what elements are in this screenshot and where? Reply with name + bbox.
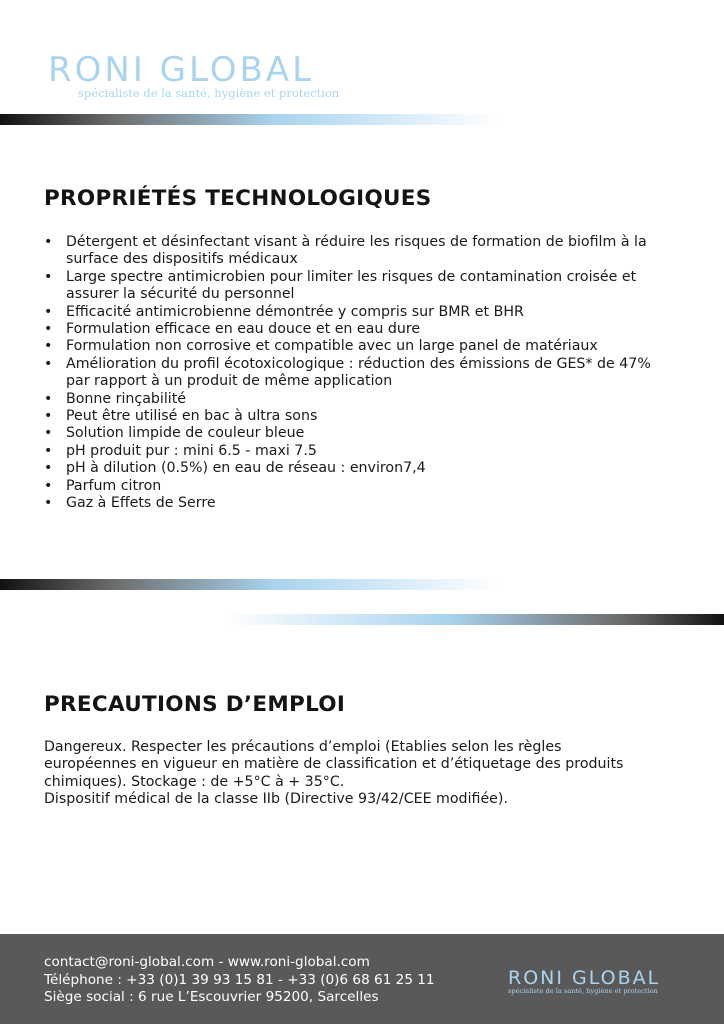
list-item-text: Solution limpide de couleur bleue	[66, 425, 305, 442]
footer-logo-tagline: spécialiste de la santé, hygiène et protection	[508, 987, 658, 995]
bullet: •	[44, 460, 53, 477]
bullet: •	[44, 408, 53, 425]
list-item-text: Bonne rinçabilité	[66, 390, 187, 407]
list-item-text: assurer la sécurité du personnel	[66, 286, 295, 303]
precautions-line: Dangereux. Respecter les précautions d’emploi (Etablies selon les règles	[44, 739, 562, 755]
properties-list	[44, 234, 684, 513]
list-item	[44, 321, 684, 338]
list-item	[44, 234, 684, 269]
bullet: •	[44, 425, 53, 442]
list-item-text: Formulation non corrosive et compatible avec un large panel de matériaux	[66, 338, 598, 355]
list-item-text: Gaz à Effets de Serre	[66, 495, 216, 512]
precautions-line: européennes en vigueur en matière de classification et d’étiquetage des produits	[44, 756, 624, 773]
list-item-text: pH produit pur : mini 6.5 - maxi 7.5	[66, 442, 317, 459]
list-item-text: surface des dispositifs médicaux	[66, 251, 298, 268]
bullet: •	[44, 477, 53, 494]
list-item	[44, 495, 684, 512]
footer-logo-name: RONI GLOBAL	[508, 967, 661, 989]
bullet: •	[44, 268, 53, 285]
logo-name: RONI GLOBAL	[48, 50, 315, 90]
precautions-text	[44, 739, 684, 809]
bullet: •	[44, 390, 53, 407]
list-item-text: Formulation efficace en eau douce et en eau dure	[66, 321, 421, 338]
precautions-line: Dispositif médical de la classe IIb (Directive 93/42/CEE modifiée).	[44, 791, 508, 808]
footer-contact: contact@roni-global.com - www.roni-global.com	[44, 954, 370, 970]
section-title-properties: PROPRIÉTÉS TECHNOLOGIQUES	[44, 186, 432, 211]
divider-bar-middle-left	[0, 579, 500, 590]
list-item	[44, 408, 684, 425]
list-item-text: pH à dilution (0.5%) en eau de réseau : environ7,4	[66, 460, 426, 477]
list-item-text: Peut être utilisé en bac à ultra sons	[66, 408, 318, 425]
bullet: •	[44, 442, 53, 459]
footer-contact-block	[44, 954, 435, 1007]
list-item	[44, 269, 684, 304]
list-item-text: Détergent et désinfectant visant à réduire les risques de formation de biofilm à la	[66, 234, 647, 250]
list-item-text: Efficacité antimicrobienne démontrée y compris sur BMR et BHR	[66, 303, 524, 320]
bullet: •	[44, 321, 53, 338]
bullet: •	[44, 355, 53, 372]
list-item-text: Parfum citron	[66, 477, 162, 494]
footer	[0, 934, 724, 1024]
list-item	[44, 356, 684, 391]
list-item	[44, 425, 684, 442]
list-item-text: Amélioration du profil écotoxicologique : réduction des émissions de GES* de 47%	[66, 355, 651, 372]
list-item	[44, 460, 684, 477]
bullet: •	[44, 495, 53, 512]
bullet: •	[44, 338, 53, 355]
list-item-text: par rapport à un produit de même application	[66, 373, 393, 390]
bullet: •	[44, 234, 53, 250]
bullet: •	[44, 303, 53, 320]
precautions-line: chimiques). Stockage : de +5°C à + 35°C.	[44, 773, 345, 790]
list-item	[44, 478, 684, 495]
header-logo	[48, 50, 340, 100]
divider-bar-top	[0, 114, 500, 125]
list-item	[44, 391, 684, 408]
section-title-precautions: PRECAUTIONS D’EMPLOI	[44, 692, 346, 717]
list-item	[44, 338, 684, 355]
footer-phone: Téléphone : +33 (0)1 39 93 15 81 - +33 (0)6 68 61 25 11	[44, 971, 435, 988]
list-item	[44, 304, 684, 321]
footer-address: Siège social : 6 rue L’Escouvrier 95200, Sarcelles	[44, 989, 379, 1005]
list-item-text: Large spectre antimicrobien pour limiter les risques de contamination croisée et	[66, 268, 637, 285]
list-item	[44, 443, 684, 460]
logo-tagline: spécialiste de la santé, hygiène et protection	[78, 86, 340, 100]
footer-logo	[508, 968, 660, 995]
divider-bar-middle-right	[224, 614, 724, 625]
